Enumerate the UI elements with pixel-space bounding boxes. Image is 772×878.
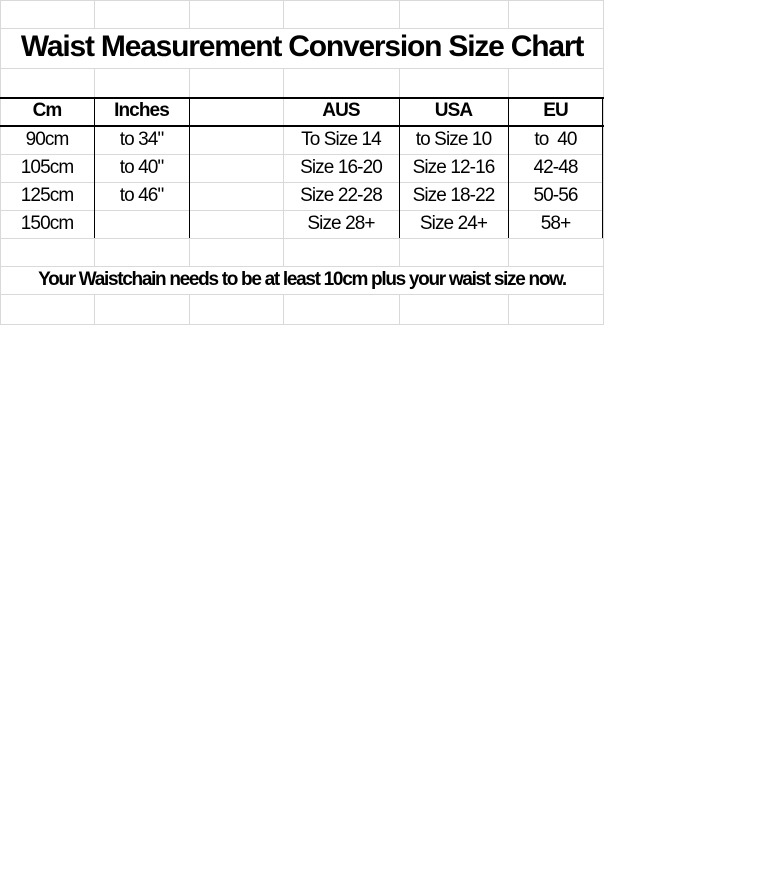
column-divider <box>602 97 603 238</box>
column-divider <box>508 97 509 238</box>
table-cell-eu: 50-56 <box>533 185 578 206</box>
table-cell-cm: 150cm <box>20 213 74 234</box>
table-cell-aus: Size 16-20 <box>300 157 382 178</box>
table-cell-aus: Size 22-28 <box>300 185 382 206</box>
column-divider <box>94 97 95 238</box>
column-header-usa: USA <box>434 100 473 121</box>
table-cell-inches: to 40" <box>119 157 164 178</box>
table-cell-eu: 42-48 <box>533 157 578 178</box>
column-header-aus: AUS <box>322 100 360 121</box>
footnote: Your Waistchain needs to be at least 10cm plus your waist size now. <box>38 269 566 290</box>
header-top-border <box>0 97 604 99</box>
table-cell-eu: to 40 <box>534 129 577 150</box>
table-cell-inches: to 34" <box>119 129 164 150</box>
column-divider <box>189 97 190 238</box>
table-cell-cm: 125cm <box>20 185 74 206</box>
table-cell-inches <box>94 210 189 238</box>
column-header-cm: Cm <box>32 100 62 121</box>
table-cell-aus: To Size 14 <box>301 129 381 150</box>
table-cell-cm: 105cm <box>20 157 74 178</box>
table-cell-inches: to 46" <box>119 185 164 206</box>
table-cell-usa: Size 18-22 <box>412 185 495 206</box>
column-divider <box>399 97 400 238</box>
table-cell-eu: 58+ <box>540 213 571 234</box>
table-cell-usa: to Size 10 <box>415 129 492 150</box>
table-cell-aus: Size 28+ <box>307 213 375 234</box>
column-header-inches: Inches <box>114 100 169 121</box>
table-cell-cm: 90cm <box>25 129 69 150</box>
column-header-eu: EU <box>543 100 568 121</box>
table-cell-usa: Size 24+ <box>419 213 488 234</box>
chart-title: Waist Measurement Conversion Size Chart <box>20 30 584 63</box>
table-cell-usa: Size 12-16 <box>412 157 495 178</box>
header-bottom-border <box>0 125 604 127</box>
